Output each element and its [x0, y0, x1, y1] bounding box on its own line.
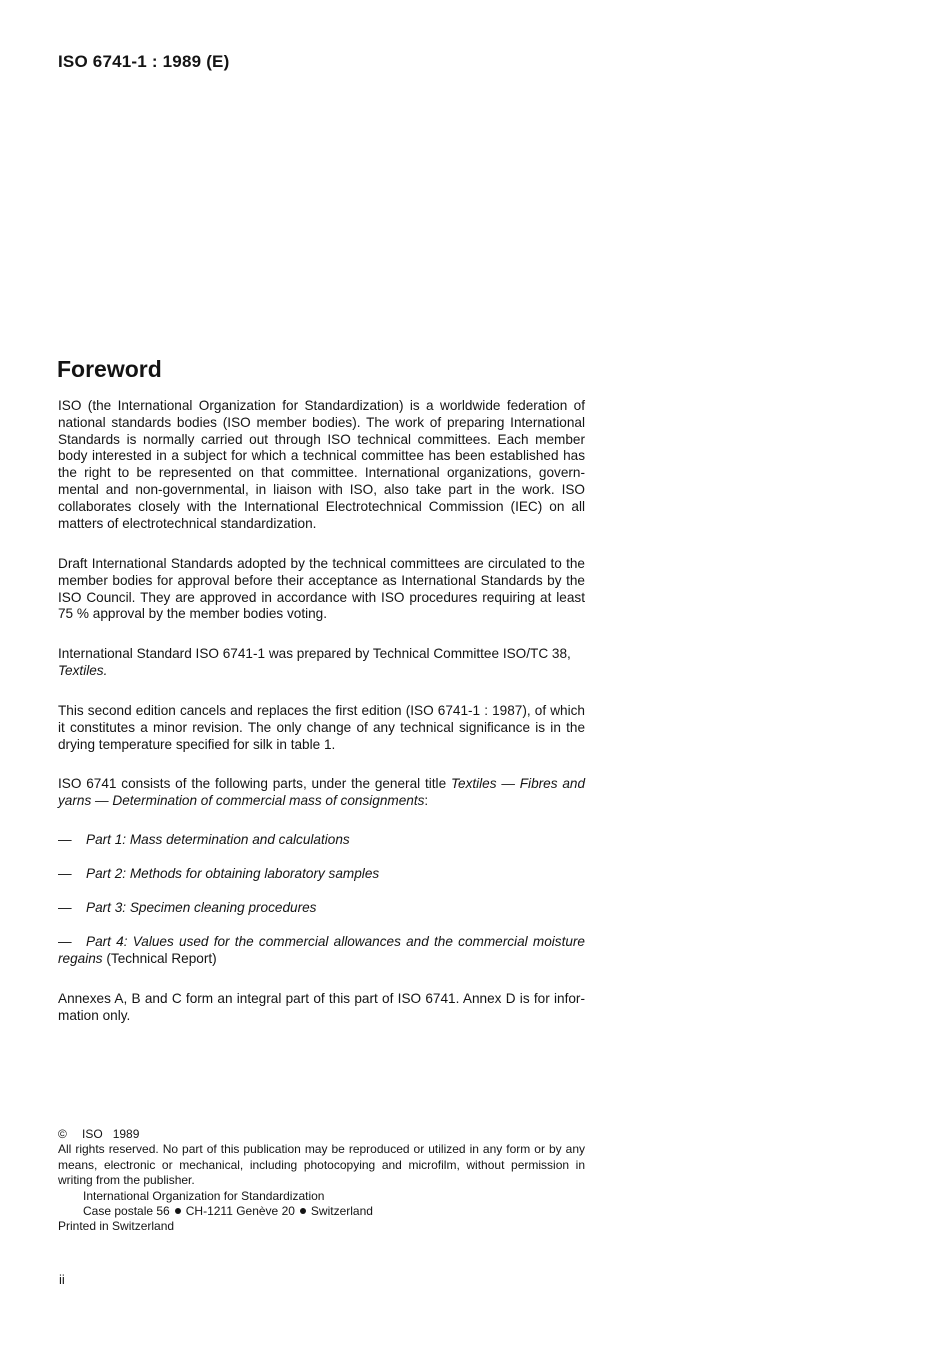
dash-marker: — [58, 832, 72, 847]
foreword-paragraph-5 [58, 776, 585, 810]
part-list-item [58, 934, 585, 968]
copyright-icon: © [58, 1127, 67, 1141]
paragraph-5-end: : [424, 792, 429, 808]
document-header: ISO 6741-1 : 1989 (E) [58, 52, 230, 71]
foreword-paragraph-6: Annexes A, B and C form an integral part of this part of ISO 6741. Annex D is for information only. [58, 991, 585, 1023]
paragraph-5-italic: Textiles — Fibres and yarns — Determination of commercial mass of consignments [58, 776, 586, 808]
copyright-line [58, 1127, 585, 1142]
paragraph-3-italic: Textiles. [58, 662, 108, 678]
foreword-paragraph-1: ISO (the International Organization for Standardization) is a worldwide federation of national standards bodies (ISO member bodies). The work of preparing International Standards is normally carried out through ISO technical committees. Each member body interested in a subject for which a technical committee has been established has the right to be represented on that committee. International organizations, governmental and non-governmental, in liaison with ISO, also take part in the work. ISO collaborates closely with the International Electrotechnical Commission (IEC) on all matters of electrotechnical standardization. [58, 398, 585, 531]
part-list-item [58, 900, 585, 917]
bullet-icon [175, 1208, 181, 1214]
postal-box: Case postale 56 [83, 1204, 170, 1219]
part-title: Part 4: Values used for the commercial allowances and the commercial moisture regains [58, 934, 585, 966]
page-number: ii [59, 1272, 65, 1287]
rights-notice: All rights reserved. No part of this publication may be reproduced or utilized in any form or by any means, electronic or mechanical, including photocopying and microfilm, without permission in writing from the publisher. [58, 1142, 585, 1188]
dash-marker: — [58, 900, 72, 915]
part-title: Part 1: Mass determination and calculations [86, 832, 350, 847]
part-title: Part 2: Methods for obtaining laboratory samples [86, 866, 380, 881]
part-list-item [58, 832, 585, 849]
paragraph-3-text: International Standard ISO 6741-1 was prepared by Technical Committee ISO/TC 38, [58, 646, 571, 661]
organization-name: International Organization for Standardization [83, 1188, 325, 1203]
printed-in: Printed in Switzerland [58, 1219, 175, 1234]
section-title-foreword: Foreword [57, 356, 162, 382]
copyright-year: 1989 [112, 1127, 140, 1141]
part-title: Part 3: Specimen cleaning procedures [86, 900, 317, 915]
postal-country: Switzerland [310, 1204, 373, 1219]
postal-address [58, 1204, 585, 1219]
part-list-item [58, 866, 585, 883]
paragraph-5-text: ISO 6741 consists of the following parts, under the general title [58, 776, 447, 791]
bullet-icon [300, 1208, 306, 1214]
dash-marker: — [58, 934, 72, 949]
postal-city: CH-1211 Genève 20 [185, 1204, 295, 1219]
foreword-paragraph-4: This second edition cancels and replaces the first edition (ISO 6741-1 : 1987), of which it constitutes a minor revision. The only change of any technical significance is in the drying temperature specified for silk in table 1. [58, 703, 585, 752]
copyright-org: ISO [82, 1127, 103, 1141]
part-suffix: (Technical Report) [102, 950, 217, 966]
copyright-block [58, 1127, 585, 1235]
foreword-paragraph-2: Draft International Standards adopted by the technical committees are circulated to the member bodies for approval before their acceptance as International Standards by the ISO Council. They are approved in accordance with ISO procedures requiring at least 75 % approval by the member bodies voting. [58, 556, 585, 622]
foreword-paragraph-3 [58, 646, 585, 680]
dash-marker: — [58, 866, 72, 881]
